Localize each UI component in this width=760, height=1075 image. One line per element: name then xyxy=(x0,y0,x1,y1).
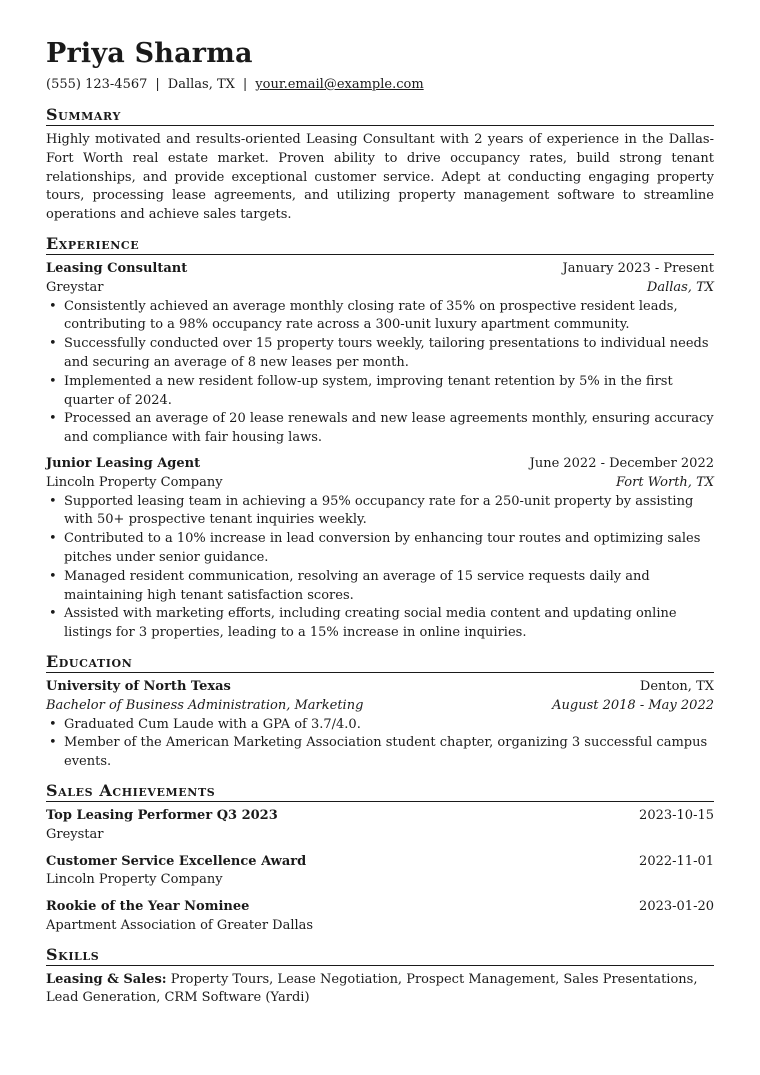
job-header xyxy=(46,455,714,474)
section-title-skills: Skills xyxy=(46,945,714,966)
phone-number: (555) 123-4567 xyxy=(46,77,148,92)
email-link[interactable]: your.email@example.com xyxy=(255,77,424,92)
education-dates: August 2018 - May 2022 xyxy=(552,697,714,713)
job-bullets xyxy=(46,298,714,448)
contact-line xyxy=(46,76,714,94)
section-title-experience: Experience xyxy=(46,234,714,255)
education-bullets xyxy=(46,716,714,772)
skills-text: Property Tours, Lease Negotiation, Prospect Management, Sales Presentations, Lead Generation, CRM Software (Yardi) xyxy=(46,971,698,1006)
section-title-achievements: Sales Achievements xyxy=(46,781,714,802)
job-entry xyxy=(46,260,714,448)
achievement-name: Top Leasing Performer Q3 2023 xyxy=(46,807,278,823)
achievement-entry xyxy=(46,898,714,936)
education-subheader xyxy=(46,697,714,716)
achievement-header xyxy=(46,853,714,872)
school-name: University of North Texas xyxy=(46,678,231,694)
section-title-summary: Summary xyxy=(46,105,714,126)
skills-label: Leasing & Sales: xyxy=(46,971,167,987)
summary-section xyxy=(46,105,714,225)
contact-separator: | xyxy=(155,77,160,92)
achievement-date: 2023-01-20 xyxy=(639,899,714,915)
job-location: Dallas, TX xyxy=(646,279,714,295)
bullet-item: • Supported leasing team in achieving a 95% occupancy rate for a 250-unit property by assisting with 50+ prospective tenant inquiries weekly. xyxy=(46,493,714,531)
skills-line xyxy=(46,971,714,1009)
candidate-name: Priya Sharma xyxy=(46,38,253,69)
job-company: Greystar xyxy=(46,279,104,295)
achievement-name: Customer Service Excellence Award xyxy=(46,853,307,869)
school-location: Denton, TX xyxy=(639,678,714,694)
job-role: Junior Leasing Agent xyxy=(46,455,201,471)
achievement-date: 2023-10-15 xyxy=(639,807,714,823)
achievement-header xyxy=(46,807,714,826)
bullet-item: • Implemented a new resident follow-up system, improving tenant retention by 5% in the first quarter of 2024. xyxy=(46,373,714,411)
education-section xyxy=(46,652,714,772)
job-entry xyxy=(46,455,714,643)
experience-section xyxy=(46,234,714,643)
job-subheader xyxy=(46,279,714,298)
summary-text: Highly motivated and results-oriented Leasing Consultant with 2 years of experience in the Dallas-Fort Worth real estate market. Proven ability to drive occupancy rates, build strong tenant relationships, and provide exceptional customer service. Adept at conducting engaging property tours, processing lease agreements, and utilizing property management software to streamline operations and achieve sales targets. xyxy=(46,132,714,223)
job-company: Lincoln Property Company xyxy=(46,474,223,490)
education-header xyxy=(46,678,714,697)
job-header xyxy=(46,260,714,279)
job-bullets xyxy=(46,493,714,643)
section-title-education: Education xyxy=(46,652,714,673)
bullet-item: • Graduated Cum Laude with a GPA of 3.7/4.0. xyxy=(46,716,714,735)
bullet-item: • Managed resident communication, resolving an average of 15 service requests daily and maintaining high tenant satisfaction scores. xyxy=(46,568,714,606)
job-subheader xyxy=(46,474,714,493)
bullet-item: • Assisted with marketing efforts, including creating social media content and updating online listings for 3 properties, leading to a 15% increase in online inquiries. xyxy=(46,605,714,643)
achievement-date: 2022-11-01 xyxy=(639,853,714,869)
achievement-entry xyxy=(46,853,714,891)
achievement-org: Apartment Association of Greater Dallas xyxy=(46,917,314,933)
job-dates: January 2023 - Present xyxy=(562,260,714,276)
achievement-name: Rookie of the Year Nominee xyxy=(46,899,250,915)
achievement-entry xyxy=(46,807,714,845)
bullet-item: • Processed an average of 20 lease renewals and new lease agreements monthly, ensuring accuracy and compliance with fair housing laws. xyxy=(46,410,714,448)
achievement-org: Greystar xyxy=(46,826,104,842)
bullet-item: • Consistently achieved an average monthly closing rate of 35% on prospective resident leads, contributing to a 98% occupancy rate across a 300-unit luxury apartment community. xyxy=(46,298,714,336)
achievement-org: Lincoln Property Company xyxy=(46,872,223,888)
degree: Bachelor of Business Administration, Marketing xyxy=(46,697,364,713)
job-role: Leasing Consultant xyxy=(46,260,188,276)
skills-section xyxy=(46,945,714,1009)
job-location: Fort Worth, TX xyxy=(615,474,714,490)
achievement-header xyxy=(46,898,714,917)
job-dates: June 2022 - December 2022 xyxy=(529,455,714,471)
bullet-item: • Member of the American Marketing Association student chapter, organizing 3 successful campus events. xyxy=(46,734,714,772)
bullet-item: • Contributed to a 10% increase in lead conversion by enhancing tour routes and optimizing sales pitches under senior guidance. xyxy=(46,530,714,568)
achievements-section xyxy=(46,781,714,936)
location: Dallas, TX xyxy=(167,77,235,92)
bullet-item: • Successfully conducted over 15 property tours weekly, tailoring presentations to individual needs and securing an average of 8 new leases per month. xyxy=(46,335,714,373)
contact-separator: | xyxy=(242,77,248,92)
